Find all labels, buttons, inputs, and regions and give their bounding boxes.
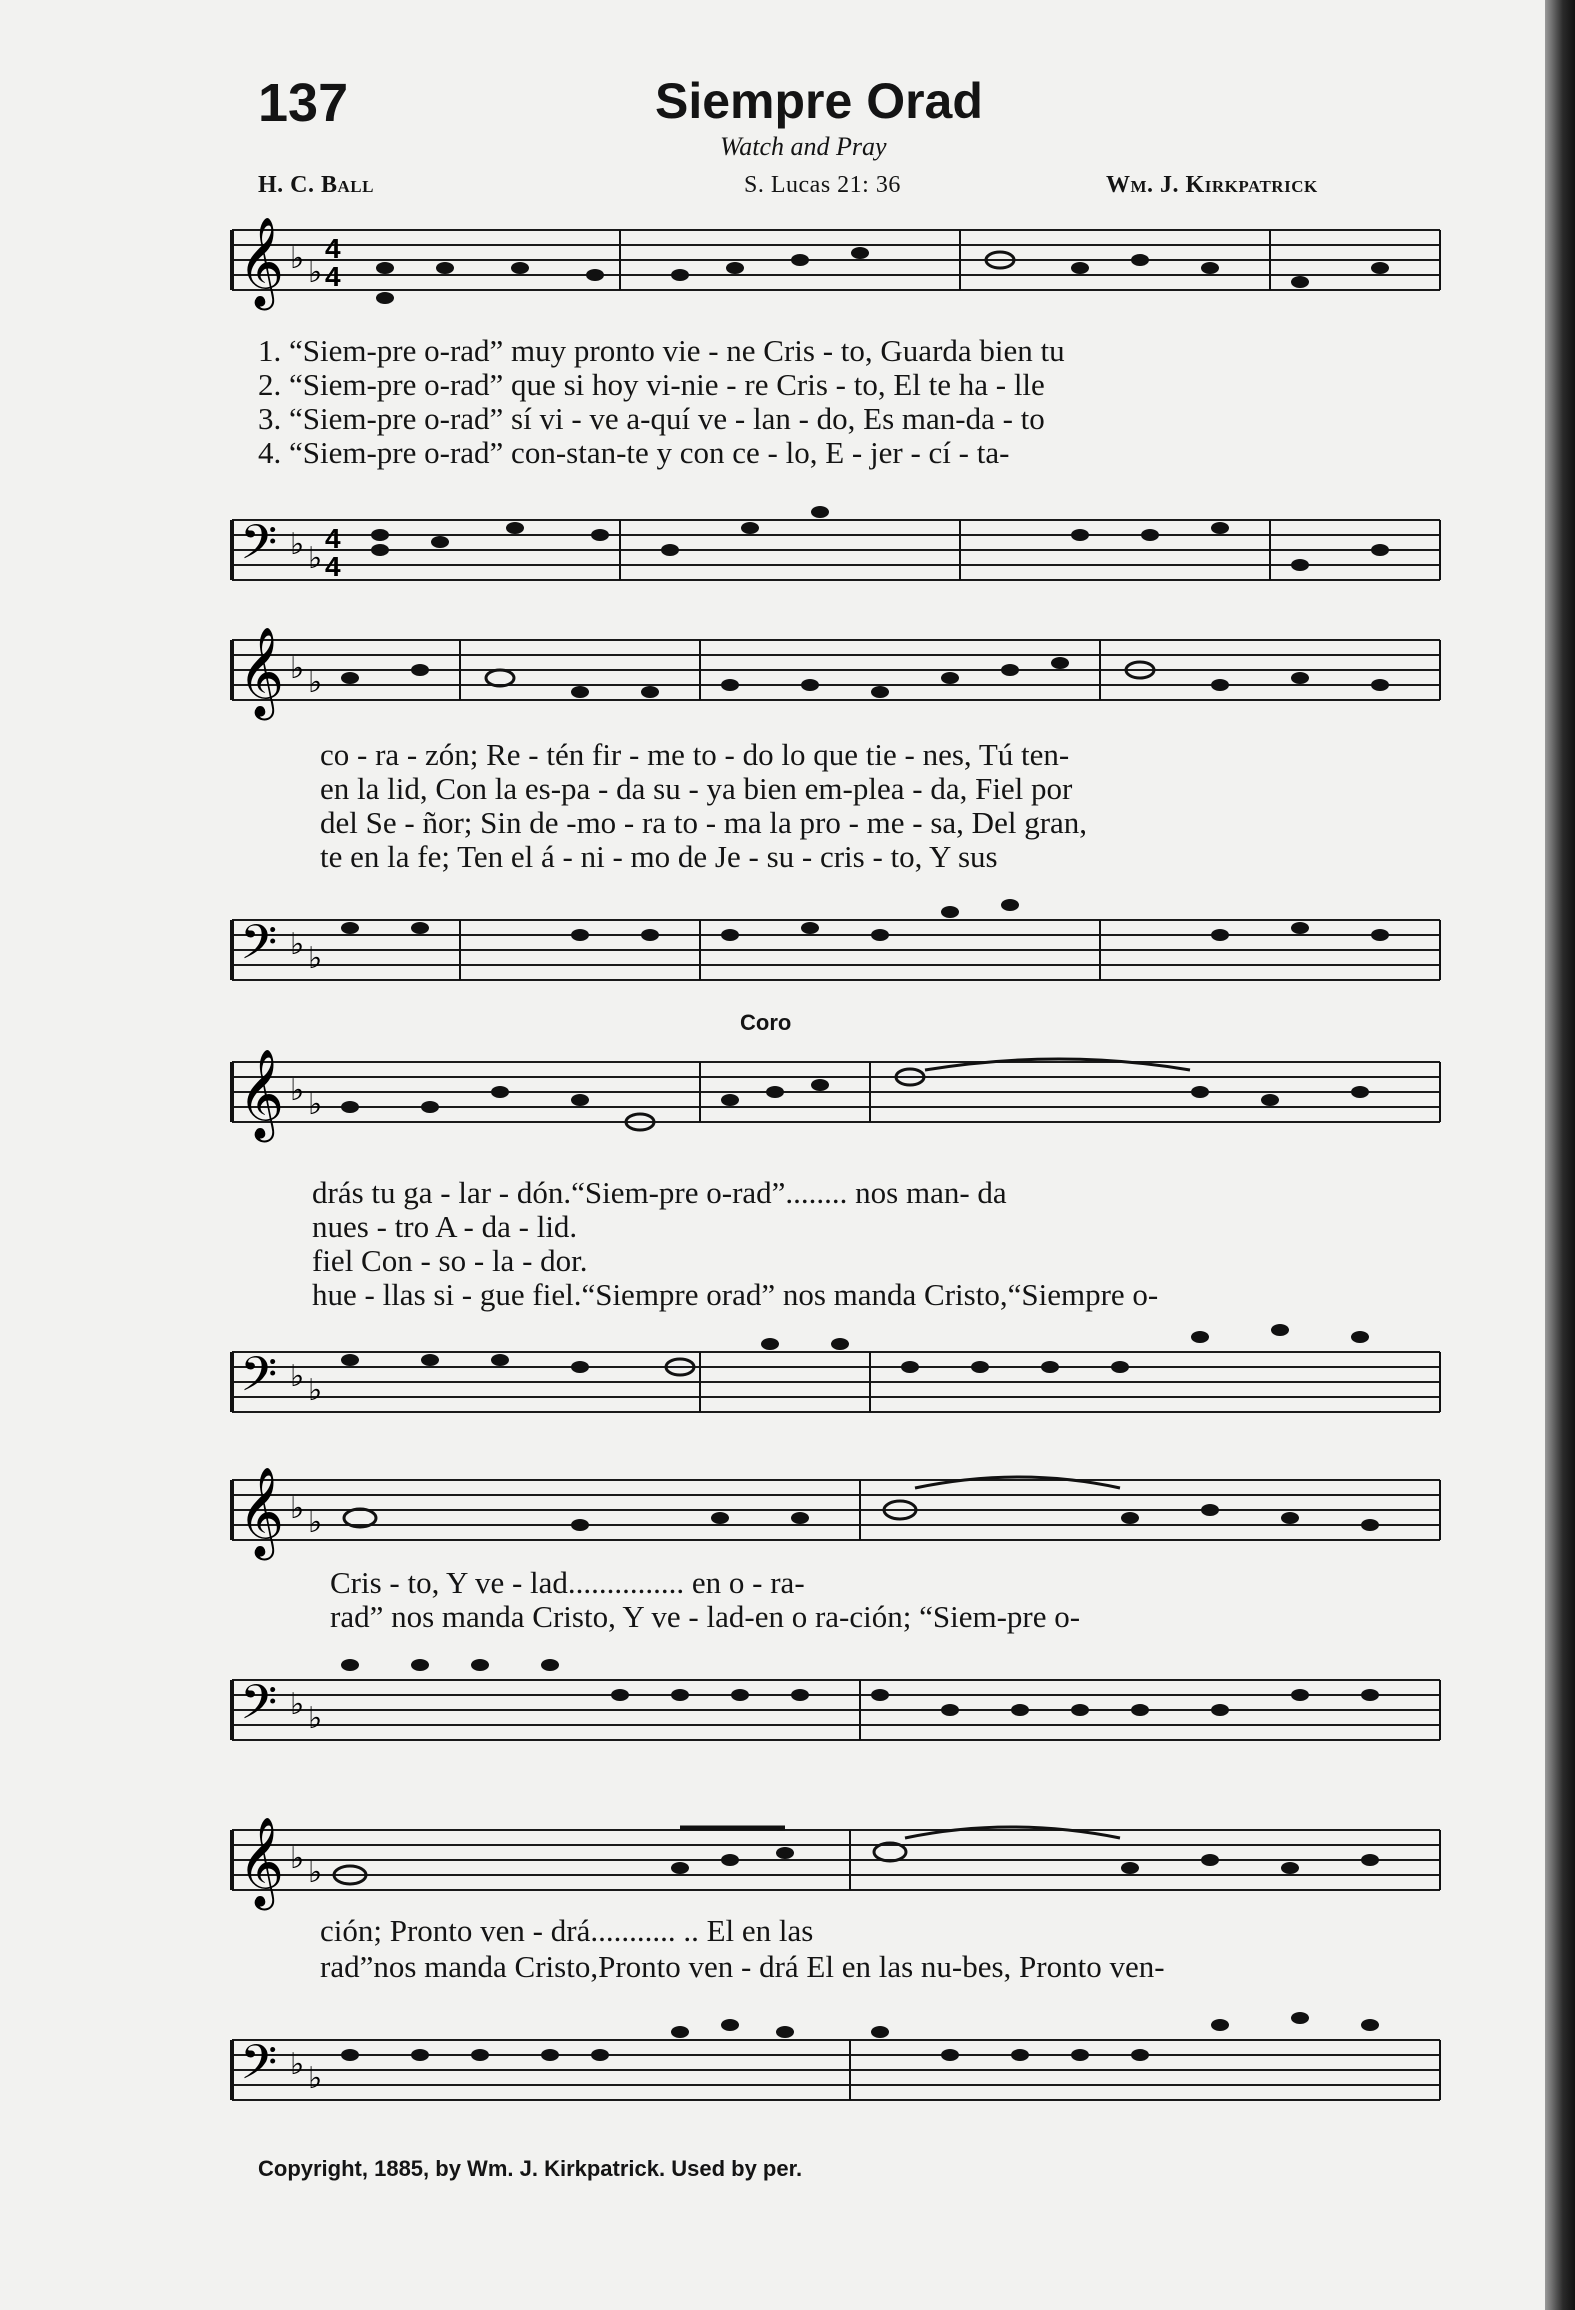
- svg-text:𝄢: 𝄢: [240, 514, 278, 582]
- svg-text:♭: ♭: [290, 1492, 305, 1525]
- copyright-notice: Copyright, 1885, by Wm. J. Kirkpatrick. Used by per.: [258, 2156, 803, 2181]
- lyric-line: 1. “Siem-pre o-rad” muy pronto vie - ne Cris - to, Guarda bien tu: [258, 333, 1065, 368]
- svg-text:♭: ♭: [308, 1374, 323, 1407]
- svg-text:4: 4: [325, 233, 341, 264]
- bass-staff-2: [0, 914, 1575, 1020]
- lyric-line: nues - tro A - da - lid.: [312, 1209, 578, 1244]
- svg-text:𝄞: 𝄞: [238, 627, 285, 717]
- svg-text:4: 4: [325, 551, 341, 582]
- svg-text:♭: ♭: [308, 1506, 323, 1539]
- svg-text:♭: ♭: [290, 928, 305, 961]
- svg-text:𝄢: 𝄢: [240, 914, 278, 982]
- bass-staff-5: [0, 2034, 1575, 2140]
- svg-text:♭: ♭: [290, 652, 305, 685]
- svg-text:𝄢: 𝄢: [240, 2034, 278, 2102]
- svg-text:♭: ♭: [290, 1360, 305, 1393]
- svg-text:♭: ♭: [308, 1856, 323, 1889]
- hymn-title: Siempre Orad: [655, 73, 983, 129]
- svg-text:𝄞: 𝄞: [238, 1817, 285, 1907]
- lyric-line: 4. “Siem-pre o-rad” con-stan-te y con ce - lo, E - jer - cí - ta-: [258, 435, 1010, 470]
- svg-text:♭: ♭: [290, 1074, 305, 1107]
- lyric-line: 2. “Siem-pre o-rad” que si hoy vi-nie - re Cris - to, El te ha - lle: [258, 367, 1045, 402]
- svg-text:♭: ♭: [290, 1842, 305, 1875]
- coro-label: Coro: [740, 1010, 792, 1035]
- lyric-line: en la lid, Con la es-pa - da su - ya bien em-plea - da, Fiel por: [320, 771, 1073, 806]
- svg-text:♭: ♭: [308, 666, 323, 699]
- scripture-reference: S. Lucas 21: 36: [744, 172, 901, 198]
- svg-text:♭: ♭: [308, 256, 323, 289]
- lyric-line: Cris - to, Y ve - lad............... en o - ra-: [330, 1565, 805, 1600]
- hymn-subtitle: Watch and Pray: [720, 132, 887, 161]
- lyric-line: rad”nos manda Cristo,Pronto ven - drá El en las nu-bes, Pronto ven-: [320, 1949, 1165, 1984]
- svg-text:4: 4: [325, 261, 341, 292]
- svg-text:♭: ♭: [290, 242, 305, 275]
- svg-text:♭: ♭: [308, 1702, 323, 1735]
- svg-text:𝄞: 𝄞: [238, 1467, 285, 1557]
- svg-text:4: 4: [325, 523, 341, 554]
- lyric-line: del Se - ñor; Sin de -mo - ra to - ma la pro - me - sa, Del gran,: [320, 805, 1088, 840]
- treble-staff-2: [0, 627, 1575, 740]
- lyric-line: te en la fe; Ten el á - ni - mo de Je - su - cris - to, Y sus: [320, 839, 998, 874]
- bass-staff-3: [0, 1346, 1575, 1452]
- lyric-line: fiel Con - so - la - dor.: [312, 1243, 588, 1278]
- svg-text:𝄞: 𝄞: [238, 1049, 285, 1139]
- svg-text:♭: ♭: [290, 1688, 305, 1721]
- svg-text:𝄞: 𝄞: [238, 217, 285, 307]
- bass-staff-4: [0, 1674, 1575, 1780]
- svg-text:♭: ♭: [290, 528, 305, 561]
- svg-text:𝄢: 𝄢: [240, 1674, 278, 1742]
- bass-staff-1: [0, 514, 1575, 620]
- lyric-line: drás tu ga - lar - dón.“Siem-pre o-rad”........ nos man- da: [312, 1175, 1007, 1210]
- hymn-number: 137: [258, 73, 349, 133]
- svg-text:𝄢: 𝄢: [240, 1346, 278, 1414]
- svg-text:♭: ♭: [290, 2048, 305, 2081]
- treble-staff-1: [0, 217, 1575, 350]
- lyric-line: rad” nos manda Cristo, Y ve - lad-en o ra-ción; “Siem-pre o-: [330, 1599, 1081, 1634]
- composer-credit: Wm. J. Kirkpatrick: [1106, 172, 1318, 198]
- author-credit: H. C. Ball: [258, 172, 374, 198]
- lyric-line: hue - llas si - gue fiel.“Siempre orad” nos manda Cristo,“Siempre o-: [312, 1277, 1159, 1312]
- lyric-line: 3. “Siem-pre o-rad” sí vi - ve a-quí ve - lan - do, Es man-da - to: [258, 401, 1045, 436]
- treble-staff-3: [0, 1049, 1575, 1162]
- lyric-line: ción; Pronto ven - drá........... .. El en las: [320, 1913, 814, 1948]
- svg-text:♭: ♭: [308, 942, 323, 975]
- svg-text:♭: ♭: [308, 2062, 323, 2095]
- svg-text:♭: ♭: [308, 542, 323, 575]
- svg-text:♭: ♭: [308, 1088, 323, 1121]
- lyric-line: co - ra - zón; Re - tén fir - me to - do lo que tie - nes, Tú ten-: [320, 737, 1070, 772]
